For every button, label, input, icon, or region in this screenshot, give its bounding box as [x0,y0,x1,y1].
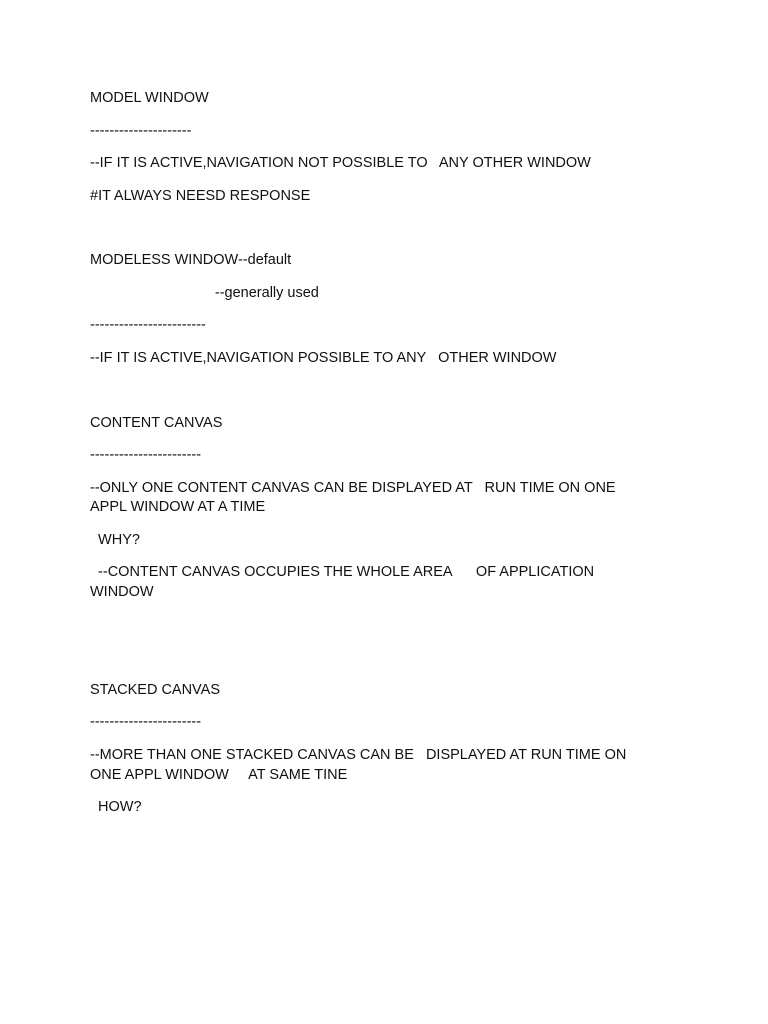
text-line: WHY? [90,532,140,548]
text-line: --generally used [90,285,319,301]
divider-line: ----------------------- [90,447,202,463]
text-line: --IF IT IS ACTIVE,NAVIGATION POSSIBLE TO ANY OTHER WINDOW [90,350,557,366]
text-line: #IT ALWAYS NEESD RESPONSE [90,188,311,204]
text-line: ONE APPL WINDOW AT SAME TINE [90,767,348,783]
divider-line: ------------------------ [90,317,206,333]
text-line: --CONTENT CANVAS OCCUPIES THE WHOLE AREA OF APPLICATION [90,564,595,580]
text-line: --ONLY ONE CONTENT CANVAS CAN BE DISPLAYED AT RUN TIME ON ONE [90,480,616,496]
text-line: WINDOW [90,584,154,600]
text-line: HOW? [90,799,142,815]
heading-content-canvas: CONTENT CANVAS [90,415,223,431]
heading-modeless-window: MODELESS WINDOW--default [90,252,292,268]
divider-line: ----------------------- [90,714,202,730]
divider-line: --------------------- [90,123,192,139]
heading-stacked-canvas: STACKED CANVAS [90,682,220,698]
text-line: --IF IT IS ACTIVE,NAVIGATION NOT POSSIBLE TO ANY OTHER WINDOW [90,155,591,171]
heading-model-window: MODEL WINDOW [90,90,209,106]
text-line: --MORE THAN ONE STACKED CANVAS CAN BE DISPLAYED AT RUN TIME ON [90,747,627,763]
text-line: APPL WINDOW AT A TIME [90,499,266,515]
